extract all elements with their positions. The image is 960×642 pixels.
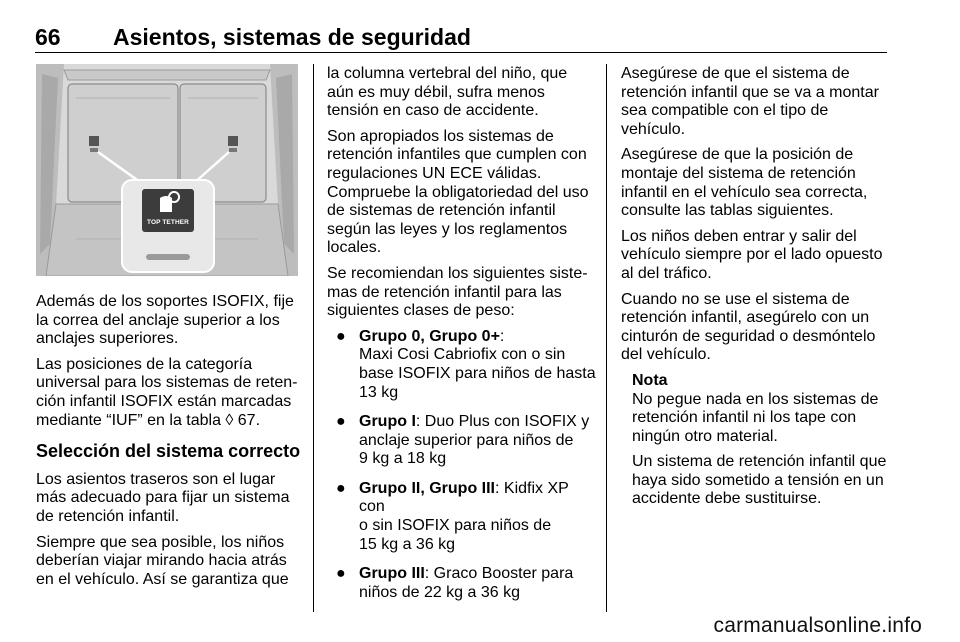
section-heading: Selección del sistema correcto xyxy=(36,441,301,462)
watermark: carmanualsonline.info xyxy=(713,614,922,637)
header-rule xyxy=(35,52,887,53)
bullet-icon: ● xyxy=(336,565,346,583)
page-reference-link[interactable]: 67. xyxy=(237,411,261,429)
page-reference-triangle-icon: ◊ xyxy=(225,411,234,429)
list-item: ● Grupo I: Duo Plus con ISOFIX y anclaje superior para niños de 9 kg a 18 kg xyxy=(336,413,590,468)
paragraph: Un sistema de retención infantil que haya sido sometido a tensión en un accidente debe sustituirse. xyxy=(632,453,887,508)
bullet-icon: ● xyxy=(336,327,346,345)
paragraph: Son apropiados los sistemas de retención infantiles que cumplen con regulaciones UN ECE válidas. Compruebe la obligatoriedad del uso de sistemas de retención infantil según las leyes y los reglamentos locales. xyxy=(327,127,589,257)
trunk-top-tether-figure xyxy=(36,64,298,276)
list-item: ● Grupo II, Grupo III: Kidfix XP con o sin ISOFIX para niños de 15 kg a 36 kg xyxy=(336,479,569,553)
bullet-icon: ● xyxy=(336,479,346,497)
column-divider-2 xyxy=(606,64,607,612)
list-item: ● Grupo III: Graco Booster para niños de 22 kg a 36 kg xyxy=(336,565,574,601)
paragraph: Además de los soportes ISOFIX, fije la correa del anclaje superior a los anclajes superiores. xyxy=(36,293,294,348)
note-title: Nota xyxy=(632,371,668,389)
page-header xyxy=(35,22,885,52)
bullet-icon: ● xyxy=(336,413,346,431)
paragraph: Asegúrese de que el sistema de retención infantil que se va a montar sea compatible con el tipo de vehículo. xyxy=(621,65,879,138)
weight-class-list xyxy=(327,328,597,603)
paragraph: Las posiciones de la categoría universal para los sistemas de reten‐ ción infantil ISOFIX están marcadas mediante “IUF” en la tabla ◊ 67. xyxy=(36,355,298,429)
page-title: Asientos, sistemas de seguridad xyxy=(113,24,471,50)
column-1 xyxy=(36,64,302,596)
paragraph: Se recomiendan los siguientes siste‐ mas de retención infantil para las siguientes clases de peso: xyxy=(327,264,588,320)
column-divider-1 xyxy=(313,64,314,612)
paragraph: Siempre que sea posible, los niños deberían viajar mirando hacia atrás en el vehículo. Así se garantiza que xyxy=(36,533,289,588)
figure-badge-label: TOP TETHER xyxy=(147,219,189,226)
column-2 xyxy=(327,65,597,613)
paragraph: Los asientos traseros son el lugar más adecuado para fijar un sistema de retención infantil. xyxy=(36,470,290,525)
paragraph: Los niños deben entrar y salir del vehículo siempre por el lado opuesto al del tráfico. xyxy=(621,227,883,282)
trunk-illustration xyxy=(36,64,298,276)
paragraph: Asegúrese de que la posición de montaje del sistema de retención infantil en el vehículo sea correcta, consulte las tablas siguientes. xyxy=(621,146,868,220)
page-number: 66 xyxy=(35,24,61,50)
list-item: ● Grupo 0, Grupo 0+: Maxi Cosi Cabriofix con o sin base ISOFIX para niños de hasta 13 kg xyxy=(336,327,596,401)
column-3 xyxy=(621,65,889,516)
paragraph: Cuando no se use el sistema de retención infantil, asegúrelo con un cinturón de seguridad o desmóntelo del vehículo. xyxy=(621,290,876,364)
paragraph: No pegue nada en los sistemas de retención infantil ni los tape con ningún otro material. xyxy=(632,390,879,445)
note-box xyxy=(621,372,889,509)
paragraph: la columna vertebral del niño, que aún es muy débil, sufra menos tensión en caso de accidente. xyxy=(327,65,568,120)
